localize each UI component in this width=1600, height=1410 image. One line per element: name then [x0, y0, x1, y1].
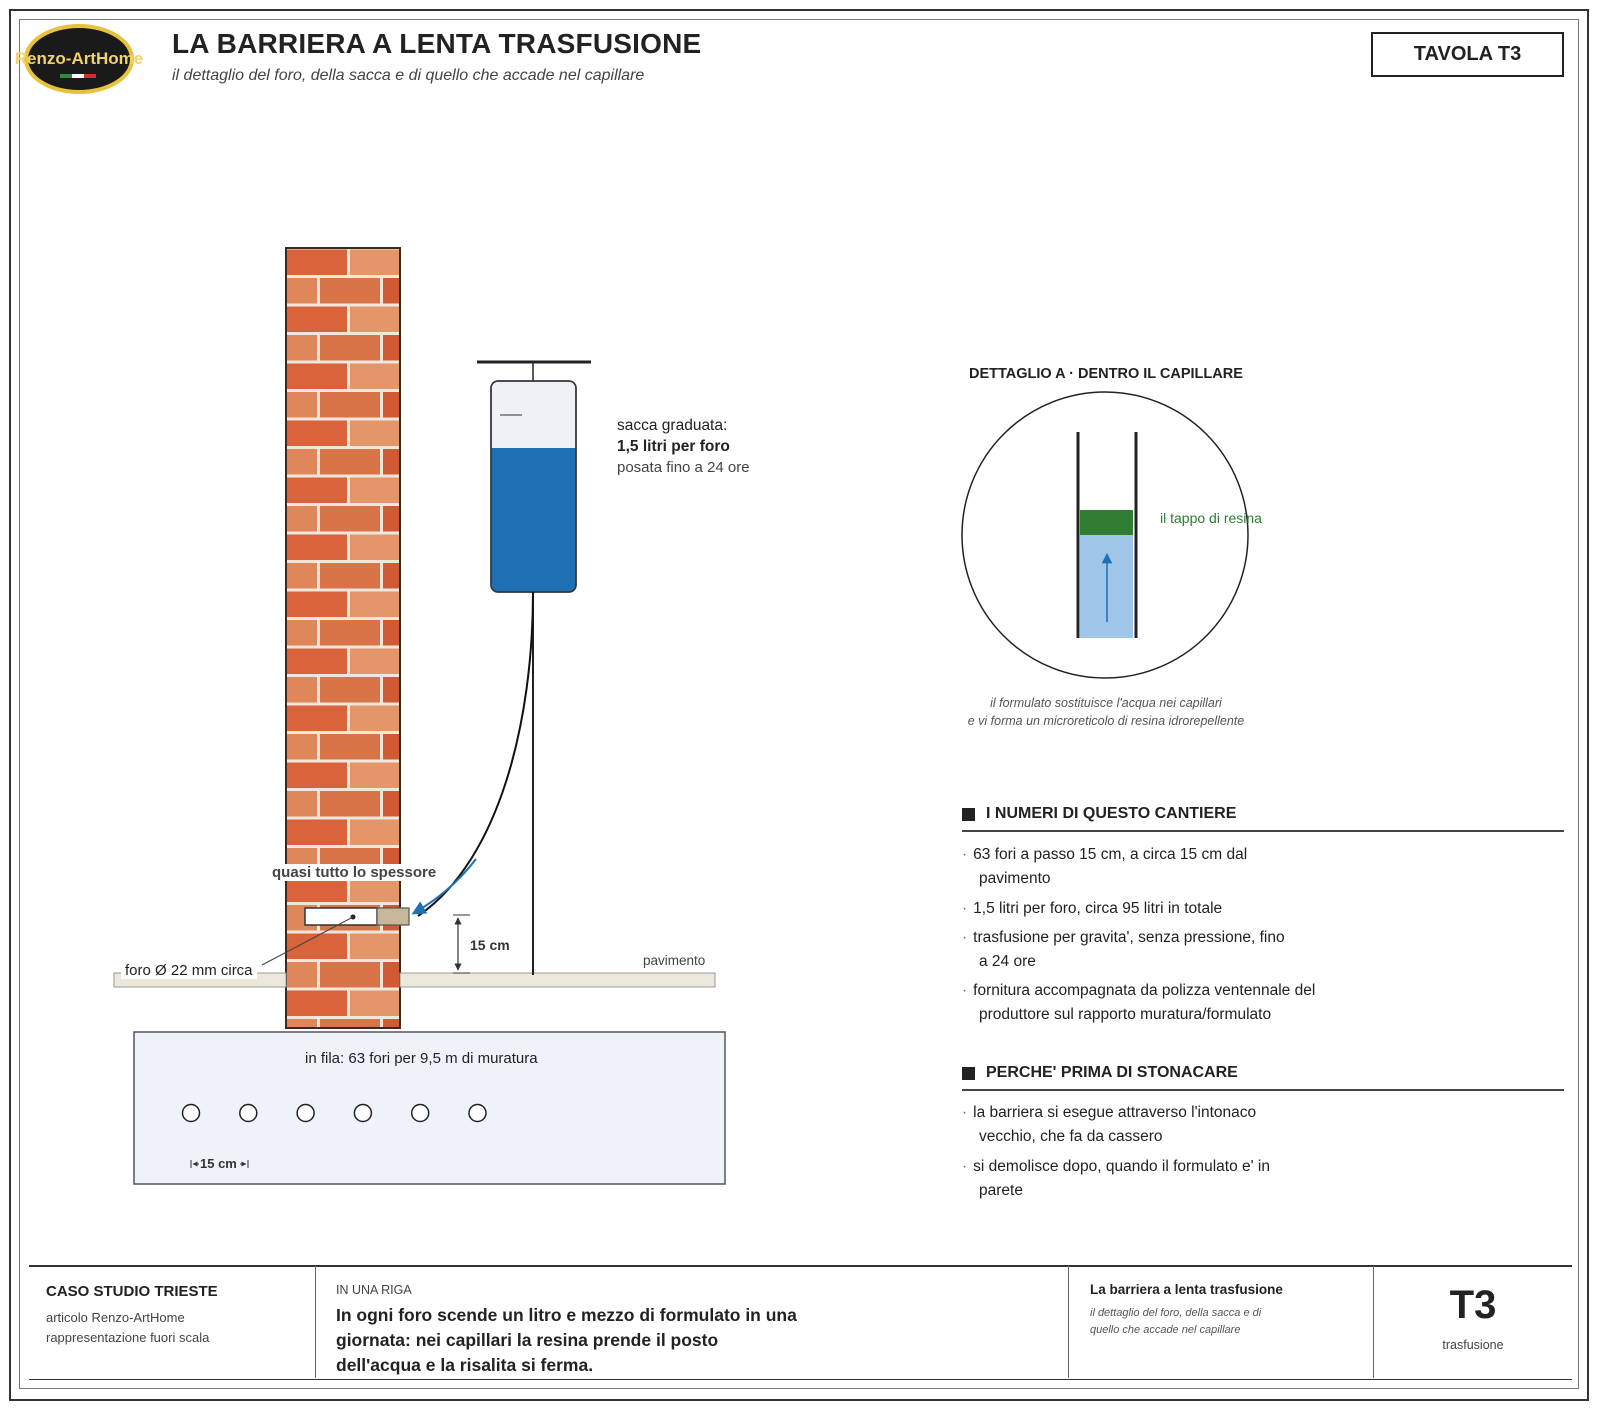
brick: [287, 592, 347, 618]
brick: [287, 421, 347, 447]
item-text: 1,5 litri per foro, circa 95 litri in totale: [973, 900, 1223, 917]
floor-slab-right: [400, 973, 715, 987]
drilled-hole: [305, 908, 377, 925]
sheet-code-sub: trasfusione: [1442, 1338, 1504, 1352]
why-heading: [962, 1064, 1238, 1082]
item-text: si demolisce dopo, quando il formulato e' in: [973, 1158, 1270, 1175]
brick: [320, 791, 380, 817]
brick: [383, 620, 443, 646]
case-line1: articolo Renzo-ArtHome: [46, 1310, 185, 1325]
logo-text: Renzo-ArtHome: [14, 49, 144, 68]
numbers-item-3: · trasfusione per gravita', senza pressione, fino a 24 ore: [962, 926, 1382, 974]
riga-line1: In ogni foro scende un litro e mezzo di formulato in una: [336, 1305, 797, 1325]
numbers-item-4: · fornitura accompagnata da polizza ventennale del produttore sul rapporto muratura/formulato: [962, 979, 1382, 1027]
item-text-cont: vecchio, che fa da cassero: [979, 1128, 1163, 1145]
row-hole: [354, 1105, 371, 1122]
bag-label-line1: sacca graduata:: [617, 417, 728, 434]
brick: [287, 307, 347, 333]
row-hole: [412, 1105, 429, 1122]
riga-label: IN UNA RIGA: [336, 1283, 412, 1297]
floor-label: pavimento: [643, 953, 706, 968]
graduated-bag: [491, 381, 576, 592]
page-title: LA BARRIERA A LENTA TRASFUSIONE: [172, 28, 702, 59]
brick: [287, 934, 347, 960]
sheet-code: T3: [1449, 1283, 1497, 1327]
why-item-2: · si demolisce dopo, quando il formulato e' in parete: [962, 1155, 1382, 1203]
brick: [383, 677, 443, 703]
riga-line2: giornata: nei capillari la resina prende il posto: [336, 1330, 719, 1350]
footer-bottom-rule: [29, 1379, 1572, 1380]
brick: [383, 278, 443, 304]
brick: [320, 392, 380, 418]
heading-square-icon: [962, 1067, 975, 1080]
brick: [320, 449, 380, 475]
hole-label: foro Ø 22 mm circa: [121, 962, 257, 979]
brick: [320, 677, 380, 703]
why-heading-text: PERCHE' PRIMA DI STONACARE: [986, 1064, 1238, 1081]
row-hole: [297, 1105, 314, 1122]
ref-sub2: quello che accade nel capillare: [1090, 1324, 1241, 1336]
numbers-heading: [962, 805, 1236, 823]
why-rule: [962, 1089, 1564, 1091]
why-item-1: · la barriera si esegue attraverso l'intonaco vecchio, che fa da cassero: [962, 1101, 1382, 1149]
detail-title: DETTAGLIO A · DENTRO IL CAPILLARE: [969, 366, 1243, 382]
row-label: in fila: 63 fori per 9,5 m di muratura: [305, 1050, 538, 1067]
brick: [320, 734, 380, 760]
brick: [287, 649, 347, 675]
brick: [287, 364, 347, 390]
hole-connector: [377, 908, 409, 925]
brick: [383, 392, 443, 418]
brick: [287, 535, 347, 561]
brick: [287, 763, 347, 789]
item-text: 63 fori a passo 15 cm, a circa 15 cm dal: [973, 846, 1248, 863]
brick: [320, 962, 380, 988]
height-label: 15 cm: [470, 937, 510, 953]
bag-label-line2: 1,5 litri per foro: [617, 438, 730, 455]
item-text-cont: produttore sul rapporto muratura/formulato: [979, 1006, 1272, 1023]
detail-caption-1: il formulato sostituisce l'acqua nei capillari: [990, 696, 1222, 710]
item-text: trasfusione per gravita', senza pressione, fino: [973, 929, 1285, 946]
brick: [383, 791, 443, 817]
brick: [287, 991, 347, 1017]
spacing-label: 15 cm: [200, 1156, 237, 1171]
row-hole: [469, 1105, 486, 1122]
heading-square-icon: [962, 808, 975, 821]
brick: [320, 563, 380, 589]
brick: [287, 250, 347, 276]
brick: [320, 620, 380, 646]
depth-label: quasi tutto lo spessore: [272, 864, 437, 881]
item-text: la barriera si esegue attraverso l'intonaco: [973, 1104, 1257, 1121]
plate-label: TAVOLA T3: [1413, 43, 1522, 65]
riga-line3: dell'acqua e la risalita si ferma.: [336, 1355, 594, 1375]
brick: [383, 563, 443, 589]
item-text-cont: a 24 ore: [979, 953, 1036, 970]
brick: [320, 506, 380, 532]
brick: [383, 335, 443, 361]
detail-capillary: [962, 392, 1248, 678]
page-subtitle: il dettaglio del foro, della sacca e di quello che accade nel capillare: [172, 67, 645, 84]
case-title: CASO STUDIO TRIESTE: [46, 1283, 218, 1300]
footer-sep-2: [1068, 1266, 1069, 1378]
brick: [383, 734, 443, 760]
numbers-item-2: · 1,5 litri per foro, circa 95 litri in totale: [962, 900, 1223, 917]
numbers-item-1: · 63 fori a passo 15 cm, a circa 15 cm dal pavimento: [962, 843, 1382, 891]
brick: [383, 449, 443, 475]
ref-title: La barriera a lenta trasfusione: [1090, 1282, 1283, 1297]
brick: [320, 335, 380, 361]
brick: [320, 278, 380, 304]
row-hole: [183, 1105, 200, 1122]
resin-plug: [1080, 510, 1133, 535]
detail-caption-2: e vi forma un microreticolo di resina idrorepellente: [967, 714, 1245, 728]
item-text: fornitura accompagnata da polizza ventennale del: [973, 982, 1316, 999]
ref-sub1: il dettaglio del foro, della sacca e di: [1090, 1307, 1262, 1319]
case-line2: rappresentazione fuori scala: [46, 1330, 210, 1345]
footer-top-rule: [29, 1265, 1572, 1267]
brick: [383, 506, 443, 532]
item-text-cont: parete: [979, 1182, 1023, 1199]
numbers-rule: [962, 830, 1564, 832]
brick: [287, 820, 347, 846]
brick: [287, 478, 347, 504]
row-hole: [240, 1105, 257, 1122]
numbers-heading-text: I NUMERI DI QUESTO CANTIERE: [986, 805, 1237, 822]
plug-label: il tappo di resina: [1160, 510, 1262, 526]
bag-label-line3: posata fino a 24 ore: [617, 459, 750, 476]
footer-sep-1: [315, 1266, 316, 1378]
brick: [287, 706, 347, 732]
item-text-cont: pavimento: [979, 870, 1051, 887]
